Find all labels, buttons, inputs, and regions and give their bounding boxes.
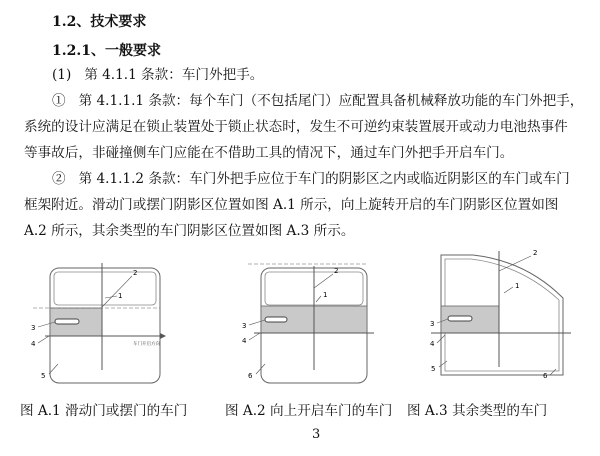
leader-1 — [316, 296, 321, 302]
label-3: 3 — [31, 324, 36, 332]
item-1 — [52, 64, 263, 86]
leader-2 — [102, 276, 132, 307]
item-3-line-3: A.2 所示，其余类型的车门阴影区位置如图 A.3 所示。 — [24, 223, 355, 239]
leader-5 — [439, 361, 447, 367]
leader-4 — [249, 333, 260, 340]
subsection-heading: 1.2.1、一般要求 — [52, 43, 161, 59]
figure-a3-diagram — [413, 243, 578, 390]
item-1-marker: (1) — [52, 67, 72, 83]
label-3: 3 — [430, 320, 435, 328]
leader-6 — [550, 369, 556, 375]
leader-2 — [314, 274, 333, 288]
item-2-first-line — [52, 90, 583, 112]
item-1-line-1: 第 4.1.1 条款：车门外把手。 — [84, 67, 264, 83]
label-2: 2 — [334, 267, 339, 275]
figure-a2-caption: 图 A.2 向上开启车门的车门 — [225, 403, 393, 419]
arrowhead — [160, 333, 166, 339]
figure-a2-diagram — [228, 258, 378, 390]
door-handle — [448, 316, 472, 321]
item-3-line-1: 第 4.1.1.2 条款：车门外把手应位于车门的阴影区之内或临近阴影区的车门或车门 — [78, 171, 570, 187]
open-direction-label: 车门开启方向 — [133, 342, 160, 347]
figure-a1-diagram — [25, 258, 175, 390]
item-3-first-line — [52, 168, 570, 190]
item-2-line-3: 等事故后，非碰撞侧车门应能在不借助工具的情况下，通过车门外把手开启车门。 — [24, 145, 514, 161]
label-4: 4 — [31, 340, 36, 348]
figure-a1-caption: 图 A.1 滑动门或摆门的车门 — [20, 403, 188, 419]
label-1: 1 — [118, 292, 123, 300]
leader-1 — [504, 287, 513, 293]
leader-4 — [38, 336, 49, 343]
page-number: 3 — [312, 427, 321, 442]
label-6: 6 — [543, 372, 548, 380]
item-3-line-2: 框架附近。滑动门或摆门阴影区位置如图 A.1 所示，向上旋转开启的车门阴影区位置如图 — [24, 197, 559, 213]
item-2-line-1: 第 4.1.1.1 条款：每个车门（不包括尾门）应配置具备机械释放功能的车门外把手， — [78, 93, 584, 109]
section-heading: 1.2、技术要求 — [52, 14, 147, 30]
label-5: 5 — [41, 372, 46, 380]
label-6: 6 — [248, 372, 253, 380]
label-3: 3 — [242, 322, 247, 330]
item-3-marker: ② — [52, 171, 66, 187]
door-handle — [55, 319, 79, 324]
item-2-marker: ① — [52, 93, 66, 109]
label-4: 4 — [430, 340, 435, 348]
label-1: 1 — [515, 282, 520, 290]
label-2: 2 — [133, 269, 138, 277]
label-1: 1 — [323, 291, 328, 299]
label-5: 5 — [431, 365, 436, 373]
label-2: 2 — [533, 249, 538, 257]
door-handle — [265, 317, 287, 322]
window-outline — [54, 272, 156, 305]
leader-2 — [499, 256, 531, 271]
label-4: 4 — [242, 337, 247, 345]
figure-a3-caption: 图 A.3 其余类型的车门 — [407, 403, 548, 419]
item-2-line-2: 系统的设计应满足在锁止装置处于锁止状态时，发生不可逆约束装置展开或动力电池热事件 — [24, 119, 568, 135]
